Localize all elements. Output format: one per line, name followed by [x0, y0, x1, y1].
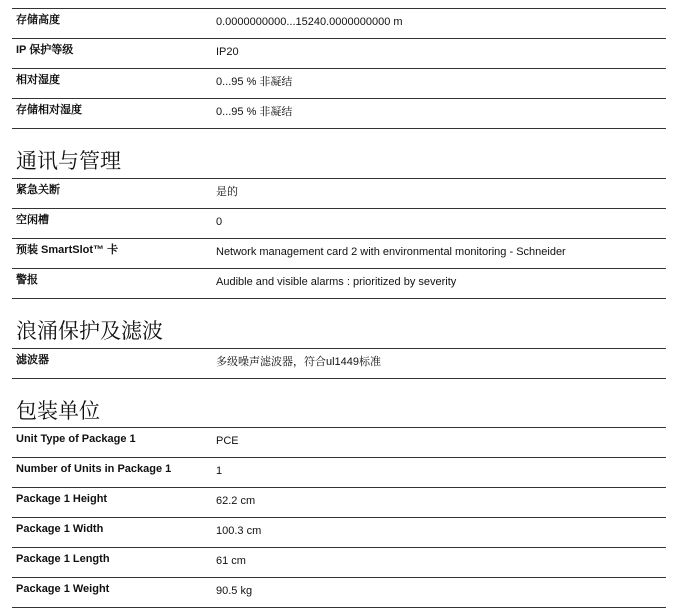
spec-table-environment — [12, 8, 666, 129]
spec-label: 紧急关断 — [16, 184, 60, 196]
table-row — [12, 239, 666, 269]
section-title-packaging: 包装单位 — [16, 400, 100, 423]
spec-value: 0 — [216, 216, 223, 228]
table-row — [12, 488, 666, 518]
spec-value: Network management card 2 with environmental monitoring - Schneider — [216, 246, 566, 258]
spec-value: 61 cm — [216, 555, 246, 567]
table-row — [12, 39, 666, 69]
table-row — [12, 269, 666, 299]
table-row — [12, 548, 666, 578]
spec-value: 1 — [216, 465, 223, 477]
table-row — [12, 99, 666, 129]
spec-label: 相对湿度 — [16, 74, 60, 86]
spec-label: 存储相对湿度 — [16, 104, 82, 116]
spec-value: 62.2 cm — [216, 495, 256, 507]
spec-label: 空闲槽 — [16, 214, 49, 226]
section-title-surge-protection: 浪涌保护及滤波 — [16, 320, 163, 343]
spec-label: 滤波器 — [16, 354, 49, 366]
spec-label: 警报 — [16, 274, 38, 286]
spec-label: 预装 SmartSlot™ 卡 — [16, 244, 119, 256]
spec-value: Audible and visible alarms : prioritized by severity — [216, 276, 457, 288]
spec-value: 多级噪声滤波器，符合ul1449标准 — [216, 356, 382, 368]
table-row — [12, 348, 666, 379]
spec-label: 存储高度 — [16, 14, 60, 26]
spec-value: 0.0000000000...15240.0000000000 m — [216, 16, 403, 28]
spec-table-communications — [12, 178, 666, 299]
table-row — [12, 178, 666, 209]
table-row — [12, 458, 666, 488]
spec-value: 0...95 % 非凝结 — [216, 106, 293, 118]
spec-value: 90.5 kg — [216, 585, 253, 597]
spec-label: IP 保护等级 — [16, 44, 74, 56]
spec-value: PCE — [216, 435, 239, 447]
spec-label: Package 1 Height — [16, 493, 108, 505]
spec-table-packaging — [12, 427, 666, 608]
table-row — [12, 427, 666, 458]
table-row — [12, 69, 666, 99]
spec-value: 0...95 % 非凝结 — [216, 76, 293, 88]
table-row — [12, 578, 666, 608]
spec-label: Package 1 Width — [16, 523, 104, 535]
spec-value: 100.3 cm — [216, 525, 262, 537]
spec-label: Number of Units in Package 1 — [16, 463, 172, 475]
spec-label: Package 1 Length — [16, 553, 110, 565]
spec-value: 是的 — [216, 186, 238, 198]
spec-label: Package 1 Weight — [16, 583, 110, 595]
spec-table-surge-protection — [12, 348, 666, 379]
spec-value: IP20 — [216, 46, 239, 58]
table-row — [12, 518, 666, 548]
table-row — [12, 8, 666, 39]
table-row — [12, 209, 666, 239]
section-title-communications: 通讯与管理 — [16, 150, 121, 173]
spec-label: Unit Type of Package 1 — [16, 433, 136, 445]
